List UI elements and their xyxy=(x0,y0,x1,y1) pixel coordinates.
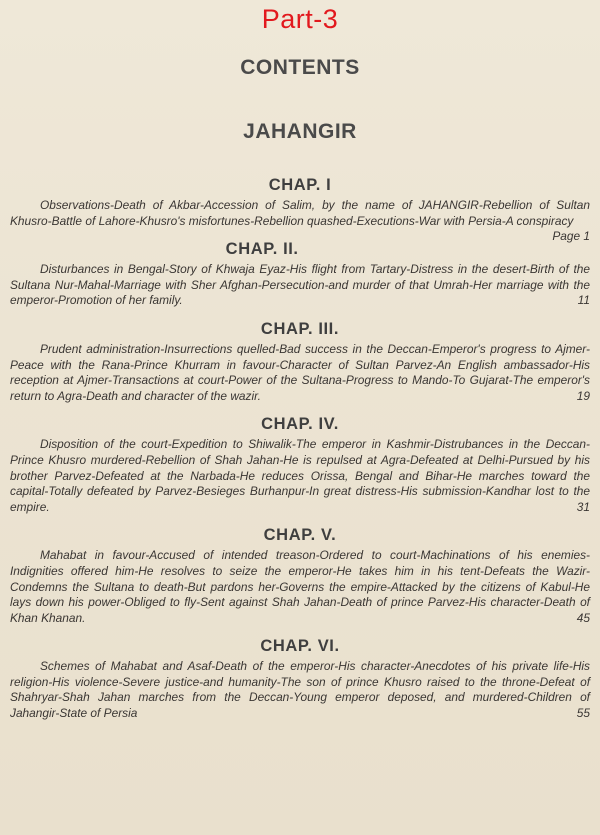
chapter-summary xyxy=(10,342,590,404)
chapter-entry xyxy=(10,176,590,244)
chapter-summary-text: Disturbances in Bengal-Story of Khwaja Eyaz-His flight from Tartary-Distress in the desert-Birth of the Sultana Nur-Mahal-Marriage with Sher Afghan-Persecution-and murder of that Umrah-Her marriage with the emperor-Promotion of her family. xyxy=(10,262,590,308)
chapter-heading: CHAP. IV. xyxy=(261,415,339,434)
page-title: CONTENTS xyxy=(240,56,360,79)
chapter-summary xyxy=(10,198,590,244)
chapter-heading: CHAP. I xyxy=(268,176,332,194)
chapter-list xyxy=(10,176,590,722)
chapter-summary-text: Observations-Death of Akbar-Accession of Salim, by the name of JAHANGIR-Rebellion of Sultan Khusro-Battle of Lahore-Khusro's misfortunes-Rebellion quashed-Executions-War with Persia-A conspiracy xyxy=(10,198,590,228)
section-subtitle: JAHANGIR xyxy=(243,120,357,143)
chapter-summary xyxy=(10,437,590,515)
part-label: Part-3 xyxy=(261,4,339,34)
chapter-entry xyxy=(10,526,590,626)
chapter-page-number: Page 1 xyxy=(552,229,590,244)
chapter-page-number: 55 xyxy=(576,706,590,721)
chapter-summary-text: Prudent administration-Insurrections quelled-Bad success in the Deccan-Emperor's progress to Ajmer-Peace with the Rana-Prince Khurram in favour-Character of Sultan Parvez-An English ambassador-His reception at Ajmer-Transactions at court-Power of the Sultana-Progress to Mando-To Gujarat-The emperor's return to Agra-Death and character of the wazir. xyxy=(10,341,590,403)
chapter-entry xyxy=(10,240,590,309)
chapter-summary-text: Schemes of Mahabat and Asaf-Death of the emperor-His character-Anecdotes of his private life-His religion-His violence-Severe justice-and humanity-The son of prince Khusro raised to the throne-Defeat of Shahryar-Shah Jahan marches from the Deccan-Young emperor deposed, and murdered-Children of Jahangir-State of Persia xyxy=(10,659,590,721)
chapter-page-number: 31 xyxy=(576,499,590,514)
chapter-heading: CHAP. II. xyxy=(225,240,299,259)
chapter-entry xyxy=(10,320,590,404)
chapter-page-number: 19 xyxy=(576,388,590,403)
chapter-entry xyxy=(10,637,590,721)
chapter-heading: CHAP. VI. xyxy=(260,637,340,656)
chapter-summary xyxy=(10,262,590,309)
chapter-summary xyxy=(10,548,590,626)
chapter-summary-text: Disposition of the court-Expedition to Shiwalik-The emperor in Kashmir-Distrubances in the Deccan-Prince Khusro murdered-Rebellion of Shah Jahan-He is repulsed at Agra-Defeated at Delhi-Pursued by his brother Parvez-Defeated at the Narbada-He reduces Orissa, Bengal and Bihar-He marches toward the capital-Totally defeated by Parvez-Besieges Burhanpur-In great distress-His submission-Kandhar lost to the empire. xyxy=(10,437,590,514)
chapter-summary xyxy=(10,659,590,721)
chapter-heading: CHAP. III. xyxy=(260,319,340,338)
chapter-entry xyxy=(10,415,590,515)
chapter-summary-text: Mahabat in favour-Accused of intended treason-Ordered to court-Machinations of his enemies-Indignities offered him-He resolves to seize the emperor-He takes him in his tent-Defeats the Wazir-Condemns the Sultana to death-But pardons her-Governs the empire-Attacked by the citizens of Kabul-He lays down his power-Obliged to fly-Sent against Shah Jahan-Death of prince Parvez-His character-Death of Khan Khanan. xyxy=(10,548,590,625)
chapter-page-number: 11 xyxy=(577,293,590,308)
chapter-page-number: 45 xyxy=(576,610,590,625)
chapter-heading: CHAP. V. xyxy=(263,526,337,545)
